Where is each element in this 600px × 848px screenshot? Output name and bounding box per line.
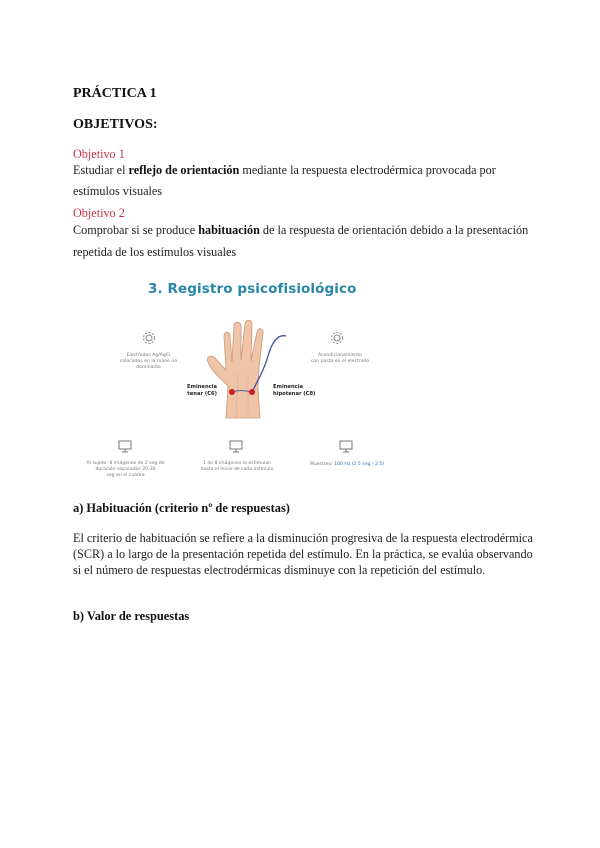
gear-icon	[141, 330, 157, 346]
section-a-heading: a) Habituación (criterio nº de respuestas)	[73, 501, 290, 515]
hand-illustration	[198, 314, 298, 420]
thenar-label	[177, 384, 217, 397]
sampling-note	[297, 462, 397, 468]
objective-1-text-post: mediante la respuesta electrodérmica provocada por	[239, 163, 496, 177]
gear-icon	[329, 330, 345, 346]
conditioning-note	[295, 353, 385, 365]
objective-1-text-pre: Estudiar el	[73, 163, 129, 177]
objective-2-line-2: repetida de los estímulos visuales	[73, 245, 237, 259]
objective-2-line-1	[73, 222, 528, 238]
objective-2-label: Objetivo 2	[73, 206, 125, 220]
electrodes-note	[101, 353, 196, 371]
objectives-heading: OBJETIVOS:	[73, 117, 158, 132]
hypothenar-label-line-2: hipotenar (C8)	[273, 390, 316, 397]
stimuli-note-line-1: Al sujeto: 8 imágenes de 2 seg de	[86, 461, 165, 466]
objective-1-label: Objetivo 1	[73, 147, 125, 161]
monitor-icon	[229, 440, 243, 453]
image-note-line-1: 1 de 8 imágenes la estimulan	[202, 461, 272, 466]
thenar-label-line-2: tenar (C6)	[187, 390, 217, 397]
sampling-note-pre: Muestreo:	[309, 462, 335, 467]
electrode-thenar	[229, 389, 235, 395]
practice-title: PRÁCTICA 1	[73, 86, 157, 101]
thenar-label-line-1: Eminencia	[187, 384, 217, 390]
monitor-icon	[339, 440, 353, 453]
electrodes-note-line-2: colocados en la mano no	[119, 359, 178, 364]
figure-title: 3. Registro psicofisiológico	[148, 281, 357, 297]
objective-2-text-pre: Comprobar si se produce	[73, 223, 199, 237]
stimuli-note-line-2: duración separadas 20-30	[95, 467, 156, 472]
conditioning-note-line-2: con pasta en el electrodo	[310, 359, 370, 364]
conditioning-note-line-1: Acondicionamiento	[318, 353, 362, 358]
image-note-line-2: hasta el inicio de cada estímulo	[200, 467, 274, 472]
electrodes-note-line-3: dominante	[136, 365, 161, 370]
objective-2-text-post: de la respuesta de orientación debido a la presentación	[259, 223, 529, 237]
stimuli-note	[78, 461, 173, 479]
objective-1-line-2: estímulos visuales	[73, 184, 163, 198]
stimuli-note-line-3: seg en el cuadro	[106, 473, 145, 478]
image-note	[191, 461, 283, 473]
objective-1-text-bold: reflejo de orientación	[128, 163, 240, 177]
hypothenar-label-line-1: Eminencia	[273, 384, 303, 390]
electrodes-note-line-1: Electrodos Ag/AgCl	[126, 353, 171, 358]
electrode-hypothenar	[249, 389, 255, 395]
objective-1-line-1	[73, 162, 496, 178]
psychophysiological-figure	[73, 272, 528, 494]
objective-2-text-bold: habituación	[198, 223, 260, 237]
hypothenar-label	[273, 384, 323, 397]
sampling-note-value: 100 Hz (2.5 seg - 2.5)	[334, 462, 385, 467]
section-b-heading: b) Valor de respuestas	[73, 609, 190, 623]
monitor-icon	[118, 440, 132, 453]
section-a-paragraph: El criterio de habituación se refiere a la disminución progresiva de la respuesta electrodérmica (SCR) a lo largo de la presentación repetida del estímulo. En la práctica, se evalúa observando si el número de respuestas electrodérmicas disminuye con la repetición del estímulo.	[73, 531, 533, 577]
